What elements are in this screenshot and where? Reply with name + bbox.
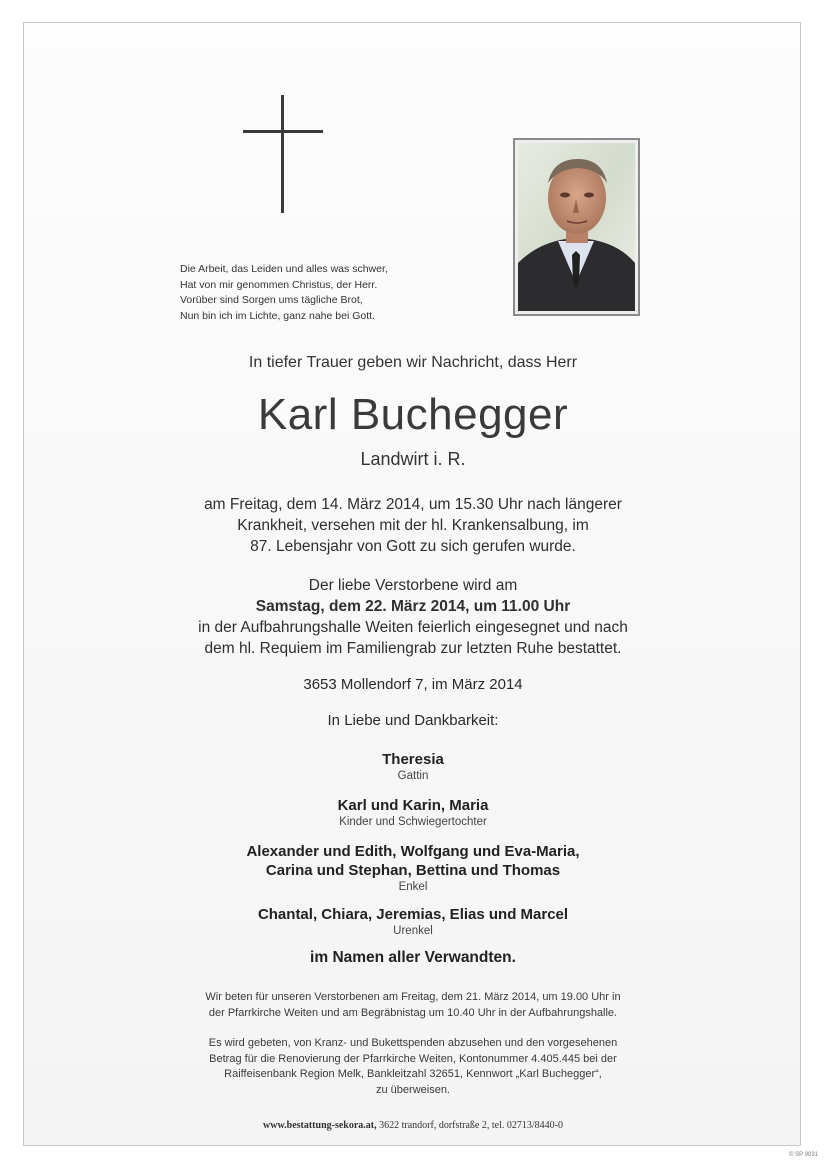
funeral-home-footer (0, 1120, 826, 1131)
donation-line: zu überweisen. (376, 1083, 450, 1096)
death-line: 87. Lebensjahr von Gott zu sich gerufen wurde. (250, 538, 576, 555)
death-notice (0, 494, 826, 557)
family-group-grandchildren (0, 842, 826, 895)
portrait-figure-icon (518, 143, 635, 311)
death-line: Krankheit, versehen mit der hl. Krankensalbung, im (237, 517, 589, 534)
announcement-intro: In tiefer Trauer geben wir Nachricht, dass Herr (248, 354, 578, 371)
cross-icon-vertical (281, 95, 284, 213)
family-role: Urenkel (393, 925, 433, 937)
poem (180, 262, 460, 324)
cross-icon-horizontal (243, 130, 323, 133)
funeral-line: in der Aufbahrungshalle Weiten feierlich eingesegnet und nach (198, 619, 628, 636)
closing-line: im Namen aller Verwandten. (310, 949, 516, 966)
donation-notice (0, 1036, 826, 1098)
prayer-line: der Pfarrkirche Weiten und am Begräbnistag um 10.40 Uhr in der Aufbahrungshalle. (208, 1006, 618, 1019)
family-role: Kinder und Schwiegertochter (339, 816, 487, 828)
donation-line: Betrag für die Renovierung der Pfarrkirche Weiten, Kontonummer 4.405.445 bei der (209, 1052, 617, 1065)
prayer-line: Wir beten für unseren Verstorbenen am Freitag, dem 21. März 2014, um 19.00 Uhr in (205, 991, 621, 1003)
poem-line: Hat von mir genommen Christus, der Herr. (180, 278, 378, 291)
donation-line: Raiffeisenbank Region Melk, Bankleitzahl 32651, Kennwort „Karl Buchegger“, (224, 1068, 602, 1080)
death-line: am Freitag, dem 14. März 2014, um 15.30 Uhr nach längerer (204, 496, 622, 513)
funeral-line: Der liebe Verstorbene wird am (308, 577, 518, 594)
poem-line: Nun bin ich im Lichte, ganz nahe bei Gott. (180, 309, 375, 322)
funeral-notice (0, 575, 826, 659)
donation-line: Es wird gebeten, von Kranz- und Bukettspenden abzusehen und den vorgesehenen (208, 1037, 618, 1049)
family-names: Theresia (382, 751, 444, 768)
thanks-heading: In Liebe und Dankbarkeit: (327, 712, 499, 729)
portrait-image (518, 143, 635, 311)
family-group-great-grandchildren (0, 905, 826, 939)
document-code: © SP 9031 (789, 1152, 818, 1158)
funeral-date: Samstag, dem 22. März 2014, um 11.00 Uhr (255, 598, 571, 615)
place-date: 3653 Mollendorf 7, im März 2014 (303, 676, 523, 693)
funeral-home-address: 3622 trandorf, dorfstraße 2, tel. 02713/8440-0 (376, 1120, 563, 1131)
family-names: Alexander und Edith, Wolfgang und Eva-Maria, (246, 843, 580, 860)
poem-line: Die Arbeit, das Leiden und alles was schwer, (180, 263, 388, 275)
deceased-name: Karl Buchegger (257, 390, 569, 439)
family-group-spouse (0, 750, 826, 784)
family-role: Enkel (398, 881, 428, 893)
funeral-line: dem hl. Requiem im Familiengrab zur letzten Ruhe bestattet. (204, 640, 622, 657)
prayer-notice (0, 990, 826, 1021)
family-group-children (0, 796, 826, 830)
family-names: Karl und Karin, Maria (337, 797, 489, 814)
portrait-photo (513, 138, 640, 316)
family-role: Gattin (397, 770, 429, 782)
funeral-home-website[interactable]: www.bestattung-sekora.at, (263, 1120, 377, 1131)
deceased-occupation: Landwirt i. R. (360, 449, 466, 469)
family-names: Carina und Stephan, Bettina und Thomas (265, 862, 561, 879)
family-names: Chantal, Chiara, Jeremias, Elias und Marcel (257, 906, 569, 923)
poem-line: Vorüber sind Sorgen ums tägliche Brot, (180, 294, 363, 306)
